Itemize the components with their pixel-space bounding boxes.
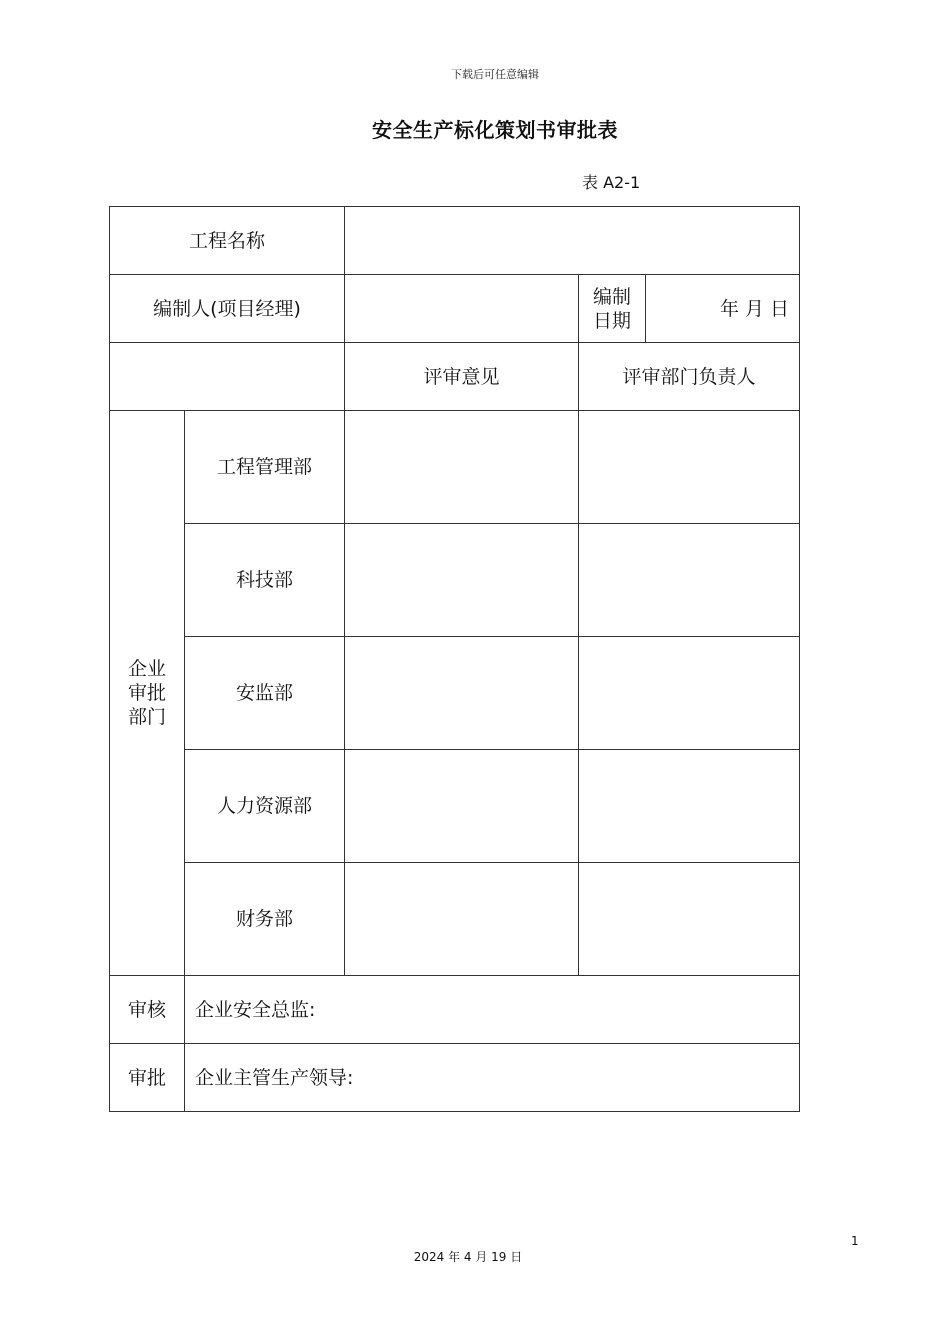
department-opinion-field[interactable] — [345, 637, 579, 750]
department-name: 科技部 — [185, 524, 345, 637]
prep-date-field[interactable]: 年 月 日 — [646, 275, 800, 343]
department-head-field[interactable] — [579, 524, 800, 637]
preparer-row — [110, 275, 800, 343]
audit-row — [110, 976, 800, 1044]
prep-date-label — [579, 275, 646, 343]
department-head-field[interactable] — [579, 411, 800, 524]
department-opinion-field[interactable] — [345, 524, 579, 637]
project-name-row — [110, 207, 800, 275]
department-name: 安监部 — [185, 637, 345, 750]
department-opinion-field[interactable] — [345, 411, 579, 524]
enterprise-dept-label-line: 企业 — [127, 658, 166, 680]
department-name: 人力资源部 — [185, 750, 345, 863]
review-head-header: 评审部门负责人 — [579, 343, 800, 411]
audit-field[interactable]: 企业安全总监: — [185, 976, 800, 1044]
department-row — [110, 524, 800, 637]
footer-date: 2024 年 4 月 19 日 — [413, 1250, 523, 1264]
table-code: 表 A2-1 — [582, 173, 641, 192]
department-row — [110, 411, 800, 524]
department-row — [110, 637, 800, 750]
prep-date-label-line1: 编制 — [593, 285, 632, 308]
department-name: 工程管理部 — [185, 411, 345, 524]
department-head-field[interactable] — [579, 750, 800, 863]
header-note: 下载后可任意编辑 — [451, 68, 539, 81]
department-opinion-field[interactable] — [345, 863, 579, 976]
prep-date-label-line2: 日期 — [593, 309, 632, 332]
enterprise-dept-label — [110, 411, 185, 976]
project-name-label: 工程名称 — [110, 207, 345, 275]
department-head-field[interactable] — [579, 637, 800, 750]
preparer-label: 编制人(项目经理) — [110, 275, 345, 343]
preparer-field[interactable] — [345, 275, 579, 343]
page-number: 1 — [851, 1234, 859, 1248]
approve-field[interactable]: 企业主管生产领导: — [185, 1044, 800, 1112]
project-name-field[interactable] — [345, 207, 800, 275]
department-row — [110, 750, 800, 863]
department-opinion-field[interactable] — [345, 750, 579, 863]
review-header-blank — [110, 343, 345, 411]
department-head-field[interactable] — [579, 863, 800, 976]
review-opinion-header: 评审意见 — [345, 343, 579, 411]
enterprise-dept-label-line: 审批 — [127, 682, 166, 704]
department-name: 财务部 — [185, 863, 345, 976]
approval-form-table — [109, 206, 800, 1112]
department-row — [110, 863, 800, 976]
audit-label: 审核 — [110, 976, 185, 1044]
enterprise-dept-label-line: 部门 — [127, 706, 166, 728]
page-title: 安全生产标化策划书审批表 — [372, 118, 618, 142]
review-header-row — [110, 343, 800, 411]
approve-row — [110, 1044, 800, 1112]
approve-label: 审批 — [110, 1044, 185, 1112]
